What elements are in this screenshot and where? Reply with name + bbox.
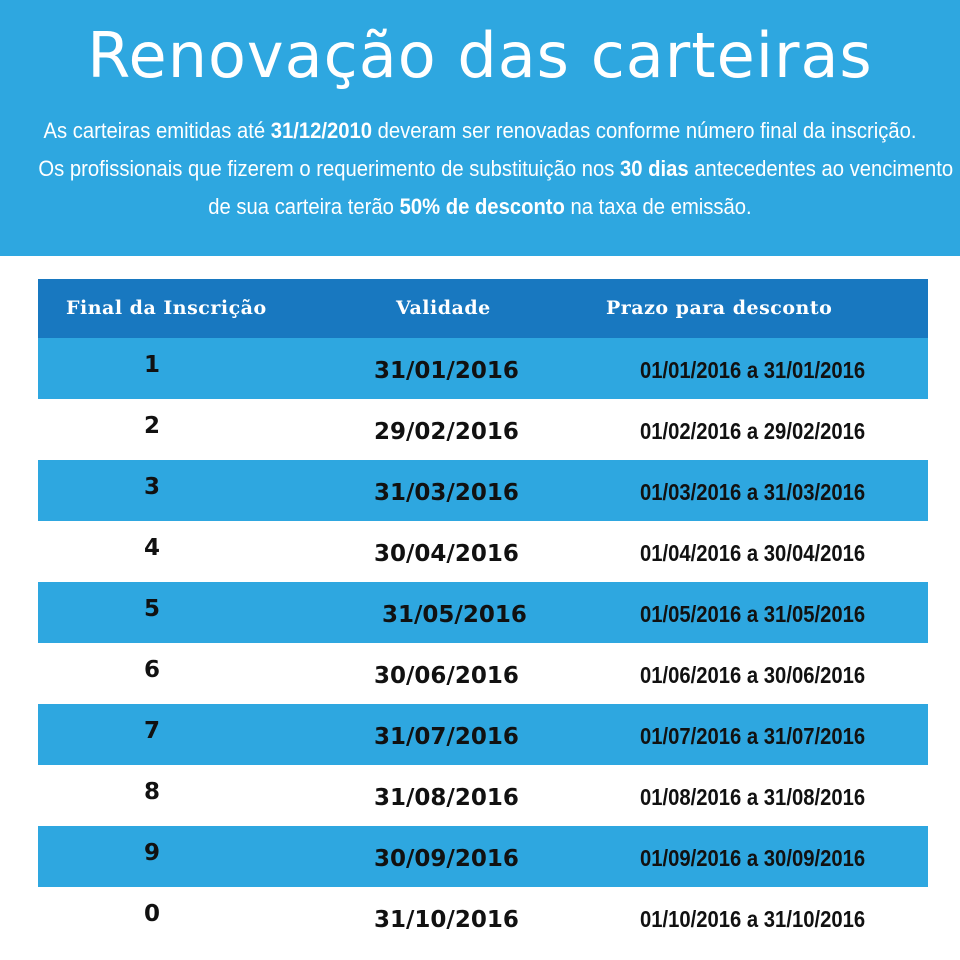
cell-final: 6	[144, 657, 161, 683]
cell-validade: 30/09/2016	[374, 846, 519, 872]
table-row	[38, 765, 928, 826]
cell-final: 3	[144, 474, 161, 500]
cell-prazo: 01/08/2016 a 31/08/2016	[640, 784, 866, 810]
cell-final: 0	[144, 901, 161, 927]
table-header	[38, 279, 928, 338]
line2-before: Os profissionais que fizerem o requerimento de substituição nos	[38, 156, 621, 181]
cell-prazo: 01/06/2016 a 30/06/2016	[640, 662, 866, 688]
cell-prazo: 01/02/2016 a 29/02/2016	[640, 418, 866, 444]
line1-before: As carteiras emitidas até	[43, 118, 271, 143]
table-row	[38, 399, 928, 460]
line1-date: 31/12/2010	[270, 118, 373, 143]
table-row	[38, 521, 928, 582]
table-row	[38, 887, 928, 948]
cell-validade: 31/10/2016	[374, 907, 519, 933]
cell-validade: 30/04/2016	[374, 541, 519, 567]
page-title: Renovação das carteiras	[87, 19, 873, 92]
cell-validade: 31/07/2016	[374, 724, 519, 750]
cell-validade: 29/02/2016	[374, 419, 519, 445]
line2-days: 30 dias	[620, 156, 689, 181]
banner-line-1	[38, 112, 921, 150]
cell-final: 9	[144, 840, 161, 866]
cell-validade: 31/03/2016	[374, 480, 519, 506]
cell-validade: 31/05/2016	[382, 602, 527, 628]
line3-after: na taxa de emissão.	[564, 194, 752, 219]
cell-prazo: 01/05/2016 a 31/05/2016	[640, 601, 866, 627]
table-row	[38, 582, 928, 643]
cell-final: 4	[144, 535, 161, 561]
cell-final: 8	[144, 779, 161, 805]
line1-after: deveram ser renovadas conforme número final da inscrição.	[372, 118, 917, 143]
line3-before: de sua carteira terão	[208, 194, 400, 219]
cell-final: 2	[144, 413, 161, 439]
cell-final: 1	[144, 352, 161, 378]
cell-prazo: 01/10/2016 a 31/10/2016	[640, 906, 866, 932]
table-row	[38, 704, 928, 765]
cell-final: 7	[144, 718, 161, 744]
cell-final: 5	[144, 596, 161, 622]
renewal-table	[38, 279, 928, 948]
line2-after: antecedentes ao vencimento	[688, 156, 954, 181]
cell-prazo: 01/01/2016 a 31/01/2016	[640, 357, 866, 383]
header-prazo-desconto: Prazo para desconto	[606, 297, 833, 319]
cell-prazo: 01/07/2016 a 31/07/2016	[640, 723, 866, 749]
table-row	[38, 643, 928, 704]
line3-discount: 50% de desconto	[399, 194, 565, 219]
header-validade: Validade	[396, 297, 491, 319]
banner	[0, 0, 960, 256]
banner-line-3	[38, 188, 921, 226]
table-row	[38, 826, 928, 887]
header-final-inscricao: Final da Inscrição	[66, 297, 267, 319]
table-row	[38, 338, 928, 399]
cell-validade: 31/01/2016	[374, 358, 519, 384]
banner-line-2	[38, 150, 954, 188]
cell-prazo: 01/04/2016 a 30/04/2016	[640, 540, 866, 566]
cell-validade: 30/06/2016	[374, 663, 519, 689]
banner-description	[38, 112, 954, 226]
table-row	[38, 460, 928, 521]
cell-validade: 31/08/2016	[374, 785, 519, 811]
cell-prazo: 01/09/2016 a 30/09/2016	[640, 845, 866, 871]
cell-prazo: 01/03/2016 a 31/03/2016	[640, 479, 866, 505]
